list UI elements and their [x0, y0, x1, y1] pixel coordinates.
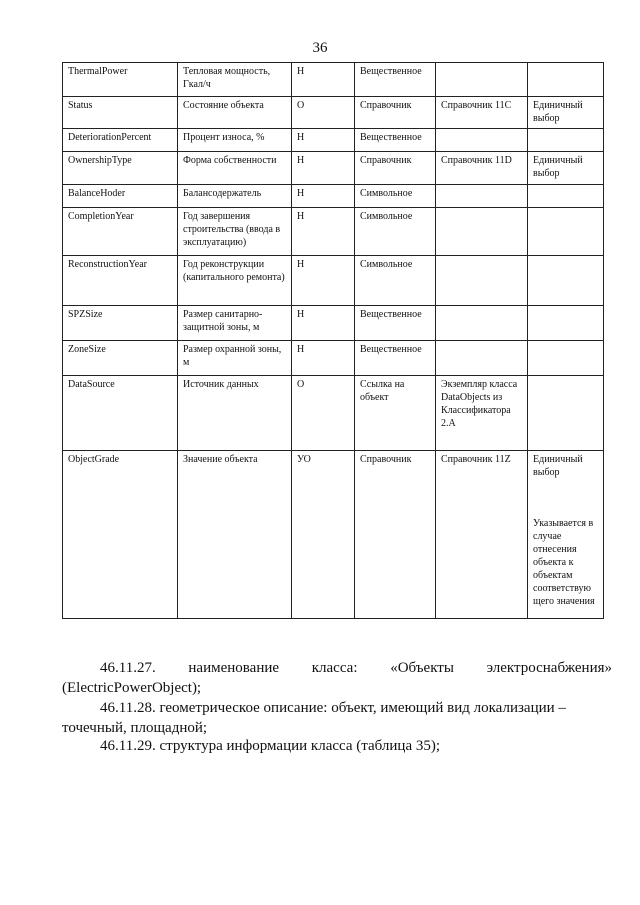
cell-data-type [355, 185, 436, 208]
cell-requirement [292, 129, 355, 152]
cell-description-text: Процент износа, % [183, 132, 265, 143]
cell-requirement-text: Н [297, 259, 305, 270]
cell-requirement [292, 341, 355, 376]
cell-description [178, 208, 292, 256]
cell-requirement-text: УО [297, 454, 311, 465]
spacer [533, 479, 599, 517]
cell-description [178, 185, 292, 208]
cell-data-type-text: Символьное [360, 188, 413, 199]
cell-note [528, 451, 604, 619]
cell-attribute-name-text: BalanceHoder [68, 188, 126, 199]
cell-attribute-name [63, 451, 178, 619]
cell-description-text: Тепловая мощность, Гкал/ч [183, 66, 271, 90]
cell-description-text: Балансодержатель [183, 188, 262, 199]
paragraph-line: (ElectricPowerObject); [62, 680, 202, 696]
cell-requirement [292, 152, 355, 185]
cell-data-type [355, 208, 436, 256]
cell-data-type [355, 376, 436, 451]
clause-number: 46.11.27. [100, 660, 156, 676]
cell-data-type [355, 256, 436, 306]
cell-data-type [355, 451, 436, 619]
cell-description [178, 341, 292, 376]
cell-note-text: Единичный выбор [533, 155, 583, 179]
word: «Объекты [390, 660, 454, 676]
cell-note [528, 341, 604, 376]
cell-data-type-text: Вещественное [360, 66, 422, 77]
cell-reference [436, 376, 528, 451]
cell-description-text: Год завершения строительства (ввода в эксплуатацию) [183, 211, 281, 248]
cell-note-text: Единичный выбор [533, 100, 583, 124]
cell-attribute-name-text: ThermalPower [68, 66, 128, 77]
cell-requirement-text: Н [297, 155, 305, 166]
cell-requirement-text: Н [297, 309, 305, 320]
paragraph-line: 46.11.28. геометрическое описание: объект, имеющий вид локализации – [100, 700, 566, 716]
cell-requirement [292, 185, 355, 208]
cell-requirement-text: О [297, 379, 305, 390]
table-row [63, 185, 604, 208]
cell-description-text: Значение объекта [183, 454, 258, 465]
cell-note [528, 97, 604, 129]
cell-data-type [355, 152, 436, 185]
cell-note [528, 63, 604, 97]
cell-reference-text: Справочник 11D [441, 155, 512, 166]
cell-attribute-name-text: ObjectGrade [68, 454, 120, 465]
cell-description [178, 63, 292, 97]
cell-reference [436, 256, 528, 306]
cell-requirement [292, 306, 355, 341]
paragraph-46-11-28 [62, 698, 612, 738]
cell-attribute-name-text: DeteriorationPercent [68, 132, 152, 143]
cell-attribute-name [63, 256, 178, 306]
cell-requirement [292, 97, 355, 129]
cell-attribute-name-text: Status [68, 100, 93, 111]
cell-attribute-name [63, 376, 178, 451]
cell-attribute-name [63, 208, 178, 256]
cell-note [528, 152, 604, 185]
cell-description [178, 129, 292, 152]
cell-description [178, 306, 292, 341]
cell-reference [436, 129, 528, 152]
cell-data-type-text: Ссылка на объект [360, 379, 405, 403]
cell-requirement [292, 208, 355, 256]
cell-note [528, 256, 604, 306]
cell-data-type-text: Символьное [360, 211, 413, 222]
cell-description-text: Год реконструкции (капитального ремонта) [183, 259, 285, 283]
cell-data-type-text: Справочник [360, 100, 412, 111]
cell-attribute-name-text: SPZSize [68, 309, 103, 320]
cell-reference [436, 97, 528, 129]
cell-description-text: Источник данных [183, 379, 259, 390]
cell-attribute-name [63, 97, 178, 129]
cell-reference-text: Справочник 11Z [441, 454, 511, 465]
cell-requirement [292, 376, 355, 451]
cell-reference [436, 306, 528, 341]
cell-attribute-name-text: ReconstructionYear [68, 259, 147, 270]
cell-description [178, 451, 292, 619]
cell-attribute-name [63, 306, 178, 341]
cell-data-type-text: Символьное [360, 259, 413, 270]
cell-requirement-text: Н [297, 344, 305, 355]
table-row [63, 129, 604, 152]
cell-data-type [355, 306, 436, 341]
cell-reference [436, 208, 528, 256]
cell-data-type-text: Вещественное [360, 132, 422, 143]
cell-data-type [355, 129, 436, 152]
word: электроснабжения» [486, 660, 612, 676]
cell-attribute-name-text: ZoneSize [68, 344, 106, 355]
cell-description [178, 97, 292, 129]
cell-requirement-text: Н [297, 211, 305, 222]
paragraph-46-11-29: 46.11.29. структура информации класса (таблица 35); [100, 738, 441, 754]
cell-attribute-name-text: CompletionYear [68, 211, 134, 222]
cell-data-type-text: Вещественное [360, 309, 422, 320]
cell-data-type [355, 97, 436, 129]
cell-note [528, 208, 604, 256]
cell-description-text: Состояние объекта [183, 100, 264, 111]
cell-note-extra: Указывается в случае отнесения объекта к объектам соответствую щего значения [533, 518, 595, 607]
cell-attribute-name [63, 341, 178, 376]
word: класса: [311, 660, 358, 676]
table-row [63, 256, 604, 306]
page-number: 36 [312, 40, 328, 56]
table-row [63, 451, 604, 619]
table-row [63, 306, 604, 341]
cell-reference [436, 63, 528, 97]
table-row [63, 341, 604, 376]
cell-description [178, 256, 292, 306]
cell-requirement [292, 256, 355, 306]
table-row [63, 63, 604, 97]
cell-requirement-text: Н [297, 188, 305, 199]
cell-description-text: Форма собственности [183, 155, 277, 166]
cell-requirement [292, 63, 355, 97]
cell-data-type [355, 63, 436, 97]
cell-description [178, 152, 292, 185]
cell-attribute-name-text: DataSource [68, 379, 115, 390]
table-row [63, 208, 604, 256]
cell-attribute-name [63, 63, 178, 97]
cell-requirement-text: Н [297, 132, 305, 143]
cell-reference [436, 152, 528, 185]
cell-reference-text: Справочник 11С [441, 100, 512, 111]
cell-reference-text: Экземпляр класса DataObjects из Классификатора 2.А [441, 379, 518, 429]
cell-attribute-name [63, 129, 178, 152]
cell-description-text: Размер охранной зоны, м [183, 344, 282, 368]
table-row [63, 152, 604, 185]
cell-data-type-text: Справочник [360, 454, 412, 465]
attribute-table [62, 62, 604, 619]
table-row [63, 97, 604, 129]
cell-requirement-text: Н [297, 66, 305, 77]
cell-attribute-name [63, 152, 178, 185]
cell-note [528, 185, 604, 208]
cell-description-text: Размер санитарно-защитной зоны, м [183, 309, 263, 333]
cell-reference [436, 451, 528, 619]
paragraph-line: точечный, площадной; [62, 720, 208, 736]
cell-note [528, 129, 604, 152]
table-row [63, 376, 604, 451]
cell-reference [436, 341, 528, 376]
cell-data-type [355, 341, 436, 376]
cell-attribute-name-text: OwnershipType [68, 155, 132, 166]
cell-requirement [292, 451, 355, 619]
cell-data-type-text: Справочник [360, 155, 412, 166]
cell-note [528, 306, 604, 341]
cell-data-type-text: Вещественное [360, 344, 422, 355]
cell-description [178, 376, 292, 451]
cell-reference [436, 185, 528, 208]
cell-note-text: Единичный выбор [533, 454, 583, 478]
word: наименование [188, 660, 280, 676]
cell-attribute-name [63, 185, 178, 208]
paragraph-46-11-27 [62, 658, 612, 698]
cell-note [528, 376, 604, 451]
cell-requirement-text: О [297, 100, 305, 111]
